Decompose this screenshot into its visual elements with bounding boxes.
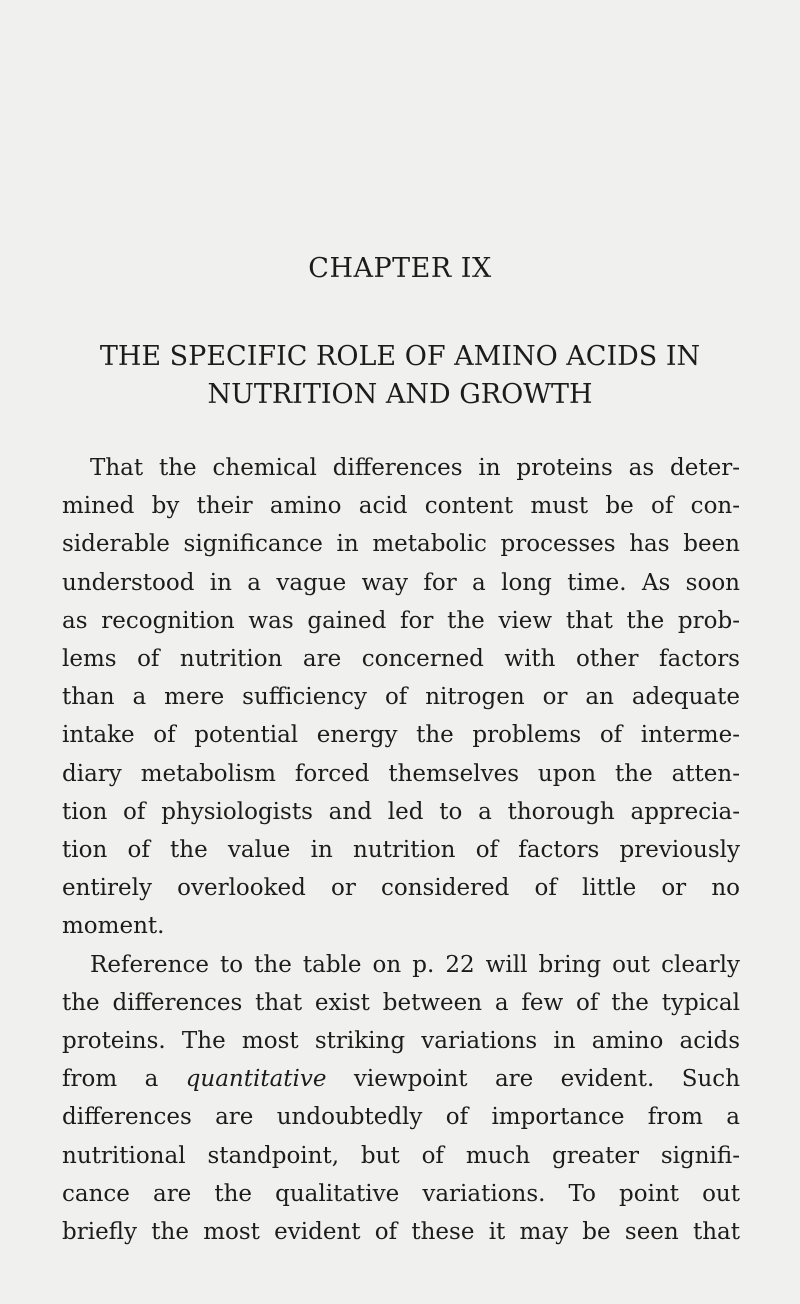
text-line: the differences that exist between a few of the typical <box>62 989 740 1016</box>
text-line: briefly the most evident of these it may be seen that <box>62 1219 740 1246</box>
text-line-mixed <box>62 1060 740 1098</box>
chapter-title-line: NUTRITION AND GROWTH <box>207 379 593 410</box>
text-line: cance are the qualitative variations. To point out <box>62 1180 740 1207</box>
text-line: intake of potential energy the problems of interme- <box>62 722 740 749</box>
text-line: mined by their amino acid content must be of con- <box>62 493 740 520</box>
text-line: than a mere sufficiency of nitrogen or an adequate <box>62 684 740 711</box>
text-line: nutritional standpoint, but of much greater signifi- <box>62 1142 740 1169</box>
text-line: tion of physiologists and led to a thorough apprecia- <box>62 798 740 825</box>
text-line: moment. <box>62 913 165 940</box>
text-line: lems of nutrition are concerned with other factors <box>62 646 740 673</box>
text-line: differences are undoubtedly of importance from a <box>62 1104 740 1131</box>
chapter-title <box>40 338 760 414</box>
text-line: That the chemical differences in proteins as deter- <box>90 455 740 481</box>
text-line: entirely overlooked or considered of little or no <box>62 875 740 902</box>
text-line: proteins. The most striking variations in amino acids <box>62 1028 740 1055</box>
text-line: siderable significance in metabolic processes has been <box>62 531 740 558</box>
text-line: as recognition was gained for the view that the prob- <box>62 607 740 634</box>
italic-term: quantitative <box>185 1066 327 1093</box>
chapter-heading: CHAPTER IX <box>308 253 492 284</box>
text-line: understood in a vague way for a long time. As soon <box>62 569 740 596</box>
text-line: diary metabolism forced themselves upon the atten- <box>62 760 740 787</box>
chapter-title-line: THE SPECIFIC ROLE OF AMINO ACIDS IN <box>99 341 701 372</box>
body-text <box>62 449 740 1251</box>
text-fragment: viewpoint are evident. Such <box>353 1066 740 1093</box>
text-line: Reference to the table on p. 22 will bring out clearly <box>90 951 740 978</box>
text-fragment: from a <box>62 1066 159 1093</box>
text-line: tion of the value in nutrition of factors previously <box>62 837 740 864</box>
